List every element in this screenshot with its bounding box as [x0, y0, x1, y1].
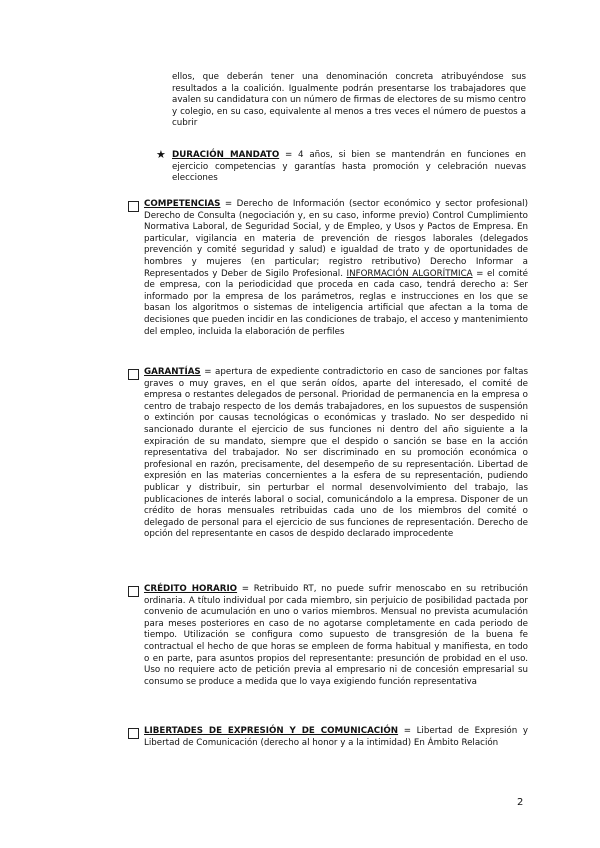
competencias-heading: COMPETENCIAS	[144, 199, 221, 209]
libertades-text: = Libertad de Expresión y Libertad de Comunicación (derecho al honor y a la intimidad) En Ámbito Relación	[144, 726, 528, 748]
continuation-paragraph	[172, 72, 526, 130]
duracion-text: = 4 años, si bien se mantendrán en funciones en ejercicio competencias y garantías hasta promoción y celebración nuevas elecciones	[172, 150, 526, 184]
checkbox-competencias[interactable]	[128, 201, 139, 212]
checkbox-libertades[interactable]	[128, 728, 139, 739]
libertades-heading: LIBERTADES DE EXPRESIÓN Y DE COMUNICACIÓN	[144, 726, 399, 736]
checkbox-garantias[interactable]	[128, 369, 139, 380]
duracion-heading: DURACIÓN MANDATO	[172, 150, 280, 160]
page-number: 2	[517, 797, 524, 808]
informacion-algoritmica-heading: INFORMACIÓN ALGORÍTMICA	[346, 268, 473, 279]
credito-paragraph	[144, 584, 528, 688]
garantias-text: = apertura de expediente contradictorio en caso de sanciones por faltas graves o muy graves, en el que serán oídos, aparte del interesado, el comité de empresa o restantes delegados de personal. Prioridad de permanencia en la empresa o centro de trabajo respecto de los demás trabajadores, en los supuestos de suspensión o extinción por causas tecnológicas o económicas y traslado. No ser despedido ni sancionado durante el ejercicio de sus funciones ni dentro del año siguiente a la expiración de su mandato, siempre que el despido o sanción se base en la acción representativa del trabajador. No ser discriminado en su promoción económica o profesional en razón, precisamente, del desempeño de su representación. Libertad de expresión en las materias concernientes a la esfera de su representación, pudiendo publicar y distribuir, sin perturbar el normal desenvolvimiento del trabajo, las publicaciones de interés laboral o social, comunicándolo a la empresa. Disponer de un crédito de horas mensuales retribuidas cada uno de los miembros del comité o delegado de personal para el ejercicio de sus funciones de representación. Derecho de opción del representante en casos de despido declarado improcedente	[144, 367, 528, 540]
competencias-text: = Derecho de Información (sector económico y sector profesional) Derecho de Consulta (negociación y, en su caso, informe previo) Control Cumplimiento Normativa Laboral, de Seguridad Social, y de Empleo, y Usos y Pactos de Empresa. En particular, vigilancia en materia de prevención de riesgos laborales (delegados prevención y comité seguridad y salud) e igualdad de trato y de oportunidades de hombres y mujeres (en particular; registro retributivo) Derecho Informar a Representados y Deber de Sigilo Profesional.	[144, 199, 528, 279]
libertades-paragraph	[144, 726, 528, 749]
continuation-text: ellos, que deberán tener una denominación concreta atribuyéndose sus resultados a la coalición. Igualmente podrán presentarse los trabajadores que avalen su candidatura con un número de firmas de electores de su mismo centro y colegio, en su caso, equivalente al menos a tres veces el número de puestos a cubrir	[172, 72, 526, 129]
garantias-paragraph	[144, 367, 528, 541]
competencias-paragraph	[144, 199, 528, 338]
informacion-algoritmica-text: = el comité de empresa, con la periodicidad que proceda en cada caso, tendrá derecho a: Ser informado por la empresa de los parámetros, reglas e instrucciones en los que se basan los algoritmos o sistemas de inteligencia artificial que afectan a la toma de decisiones que pueden incidir en las condiciones de trabajo, el acceso y mantenimiento del empleo, incluida la elaboración de perfiles	[144, 268, 528, 337]
star-bullet-icon: ★	[156, 148, 166, 161]
checkbox-credito-horario[interactable]	[128, 586, 139, 597]
garantias-heading: GARANTÍAS	[144, 367, 201, 377]
duracion-paragraph	[172, 150, 526, 185]
credito-text: = Retribuido RT, no puede sufrir menoscabo en su retribución ordinaria. A título individual por cada miembro, sin perjuicio de posibilidad pactada por convenio de acumulación en uno o varios miembros. Mensual no prevista acumulación para meses posteriores en caso de no agotarse completamente en cada periodo de tiempo. Utilización se configura como supuesto de transgresión de la buena fe contractual el hecho de que horas se empleen de forma habitual y manifiesta, en todo o en parte, para asuntos propios del representante: presunción de probidad en el uso. Uso no requiere acto de petición previa al empresario ni de concesión empresarial su consumo se produce a medida que lo vaya exigiendo función representativa	[144, 584, 529, 687]
credito-heading: CRÉDITO HORARIO	[144, 584, 238, 594]
